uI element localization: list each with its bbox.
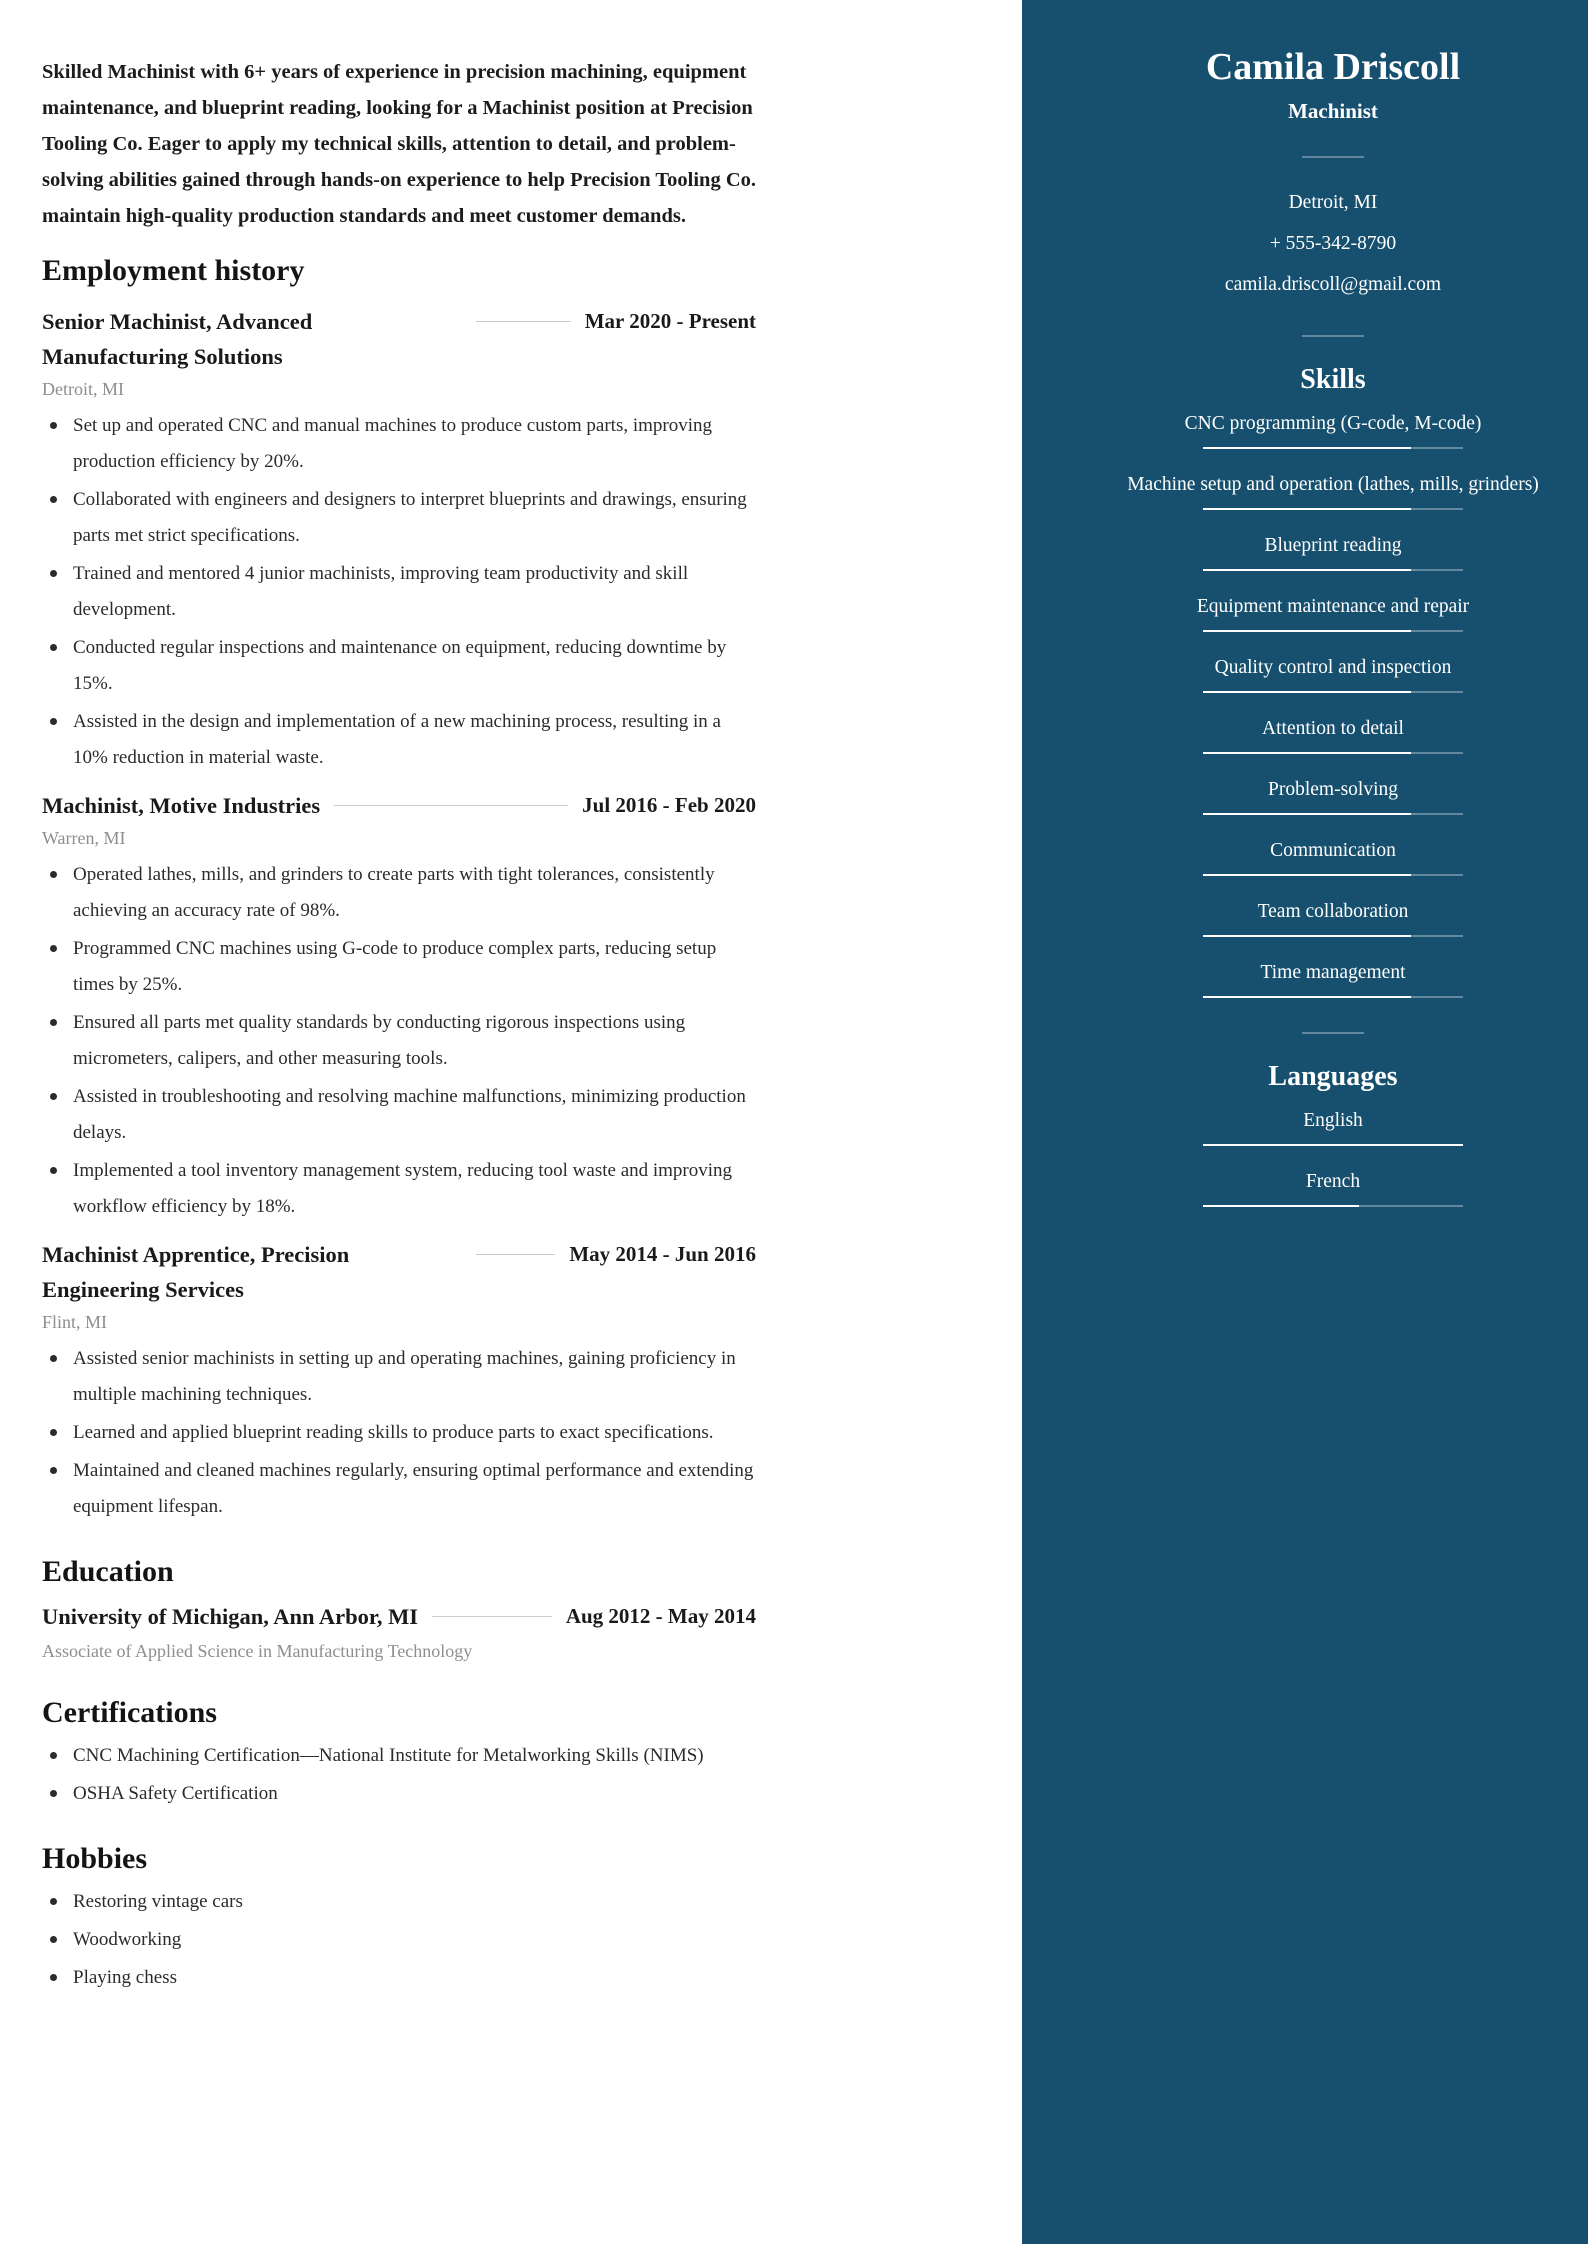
skill-item: [1098, 773, 1568, 815]
sidebar-divider: [1302, 335, 1364, 337]
certification-item: OSHA Safety Certification: [42, 1776, 756, 1812]
language-label: French: [1305, 1171, 1361, 1192]
section-heading-certifications: Certifications: [42, 1696, 217, 1729]
skill-level-fill: [1203, 630, 1411, 632]
job-entry: [42, 304, 756, 776]
skill-item: [1098, 590, 1568, 632]
skill-level-fill: [1203, 1144, 1463, 1146]
candidate-name: Camila Driscoll: [1205, 46, 1461, 88]
sidebar-divider: [1302, 156, 1364, 158]
bullet-item: Learned and applied blueprint reading skills to produce parts to exact specifications.: [42, 1415, 756, 1451]
sidebar-divider: [1302, 1032, 1364, 1034]
skill-item: [1098, 651, 1568, 693]
skill-level-bar: [1203, 935, 1463, 937]
hobby-item: Woodworking: [42, 1922, 756, 1958]
job-date-range: Jul 2016 - Feb 2020: [582, 793, 756, 817]
job-date-range: May 2014 - Jun 2016: [569, 1242, 756, 1266]
skill-item: [1098, 529, 1568, 571]
skill-label: Quality control and inspection: [1214, 657, 1452, 678]
bullet-item: Conducted regular inspections and maintenance on equipment, reducing downtime by 15%.: [42, 630, 756, 702]
education-head-row: [42, 1599, 756, 1634]
skill-level-fill: [1203, 691, 1411, 693]
skill-level-bar: [1203, 813, 1463, 815]
summary-text: Skilled Machinist with 6+ years of experience in precision machining, equipment maintenance, and blueprint reading, looking for a Machinist position at Precision Tooling Co. Eager to apply my technical skills, attention to detail, and problem-solving abilities gained through hands-on experience to help Precision Tooling Co. maintain high-quality production standards and meet customer demands.: [42, 61, 756, 227]
hobby-list: [42, 1884, 756, 1996]
language-item: [1098, 1165, 1568, 1207]
contact-block: [1098, 182, 1568, 305]
job-entry: [42, 788, 756, 1225]
title-date-divider: [476, 321, 571, 322]
bullet-item: Maintained and cleaned machines regularly, ensuring optimal performance and extending equipment lifespan.: [42, 1453, 756, 1525]
bullet-item: Operated lathes, mills, and grinders to create parts with tight tolerances, consistently achieving an accuracy rate of 98%.: [42, 857, 756, 929]
certification-list: [42, 1738, 756, 1812]
skill-level-bar: [1203, 996, 1463, 998]
contact-email: camila.driscoll@gmail.com: [1224, 274, 1442, 295]
job-title: Machinist, Motive Industries: [42, 793, 321, 818]
skill-level-fill: [1203, 1205, 1359, 1207]
candidate-title: Machinist: [1288, 99, 1378, 123]
skill-item: [1098, 834, 1568, 876]
skill-level-fill: [1203, 508, 1411, 510]
skill-level-bar: [1203, 752, 1463, 754]
bullet-item: Ensured all parts met quality standards by conducting rigorous inspections using micrometers, calipers, and other measuring tools.: [42, 1005, 756, 1077]
job-location: Warren, MI: [42, 828, 126, 848]
contact-phone: + 555-342-8790: [1269, 233, 1397, 254]
bullet-item: Trained and mentored 4 junior machinists, improving team productivity and skill development.: [42, 556, 756, 628]
skill-level-fill: [1203, 447, 1411, 449]
job-bullet-list: [42, 1341, 756, 1525]
section-heading-employment: Employment history: [42, 254, 305, 287]
bullet-item: Implemented a tool inventory management system, reducing tool waste and improving workflow efficiency by 18%.: [42, 1153, 756, 1225]
skill-label: Problem-solving: [1268, 779, 1398, 800]
section-heading-education: Education: [42, 1555, 174, 1588]
skill-label: CNC programming (G-code, M-code): [1184, 413, 1482, 434]
title-date-divider: [432, 1616, 552, 1617]
skill-item: [1098, 407, 1568, 449]
job-location: Flint, MI: [42, 1312, 108, 1332]
education-entry: [42, 1599, 756, 1666]
language-label: English: [1303, 1110, 1363, 1131]
job-head-row: [42, 1237, 756, 1307]
title-date-divider: [476, 1254, 555, 1255]
skill-level-bar: [1203, 447, 1463, 449]
contact-location: Detroit, MI: [1288, 192, 1378, 213]
skill-level-fill: [1203, 874, 1411, 876]
job-title: Senior Machinist, Advanced Manufacturing Solutions: [42, 309, 313, 369]
skill-level-bar: [1203, 569, 1463, 571]
job-bullet-list: [42, 857, 756, 1225]
job-date-range: Mar 2020 - Present: [584, 309, 756, 333]
title-date-divider: [334, 805, 568, 806]
job-head-row: [42, 304, 756, 374]
sidebar: [1022, 0, 1588, 2244]
skill-label: Time management: [1260, 962, 1406, 983]
skill-label: Attention to detail: [1262, 718, 1404, 739]
skill-level-bar: [1203, 508, 1463, 510]
skill-level-fill: [1203, 813, 1411, 815]
employment-history: [42, 304, 756, 1525]
job-entry: [42, 1237, 756, 1525]
certification-item: CNC Machining Certification—National Institute for Metalworking Skills (NIMS): [42, 1738, 756, 1774]
skill-level-fill: [1203, 996, 1411, 998]
skills-list: [1098, 407, 1568, 998]
bullet-item: Assisted in the design and implementation of a new machining process, resulting in a 10% reduction in material waste.: [42, 704, 756, 776]
bullet-item: Collaborated with engineers and designers to interpret blueprints and drawings, ensuring parts met strict specifications.: [42, 482, 756, 554]
skill-level-bar: [1203, 874, 1463, 876]
skill-level-bar: [1203, 630, 1463, 632]
skill-level-fill: [1203, 569, 1411, 571]
bullet-item: Assisted in troubleshooting and resolving machine malfunctions, minimizing production delays.: [42, 1079, 756, 1151]
skill-label: Blueprint reading: [1264, 535, 1402, 556]
bullet-item: Assisted senior machinists in setting up and operating machines, gaining proficiency in multiple machining techniques.: [42, 1341, 756, 1413]
skill-level-bar: [1203, 691, 1463, 693]
skill-label: Communication: [1270, 840, 1396, 861]
skill-label: Equipment maintenance and repair: [1196, 596, 1470, 617]
hobby-item: Playing chess: [42, 1960, 756, 1996]
language-item: [1098, 1104, 1568, 1146]
sidebar-heading-skills: Skills: [1300, 364, 1366, 395]
section-heading-hobbies: Hobbies: [42, 1842, 148, 1875]
hobby-item: Restoring vintage cars: [42, 1884, 756, 1920]
skill-item: [1098, 956, 1568, 998]
languages-list: [1098, 1104, 1568, 1207]
skill-item: [1098, 468, 1568, 510]
school-name: University of Michigan, Ann Arbor, MI: [42, 1604, 419, 1629]
job-title: Machinist Apprentice, Precision Engineering Services: [42, 1242, 350, 1302]
job-bullet-list: [42, 408, 756, 776]
skill-item: [1098, 712, 1568, 754]
education-date-range: Aug 2012 - May 2014: [565, 1604, 756, 1628]
skill-label: Machine setup and operation (lathes, mills, grinders): [1127, 474, 1539, 495]
skill-level-fill: [1203, 935, 1411, 937]
skill-level-fill: [1203, 752, 1411, 754]
bullet-item: Set up and operated CNC and manual machines to produce custom parts, improving production efficiency by 20%.: [42, 408, 756, 480]
job-head-row: [42, 788, 756, 823]
bullet-item: Programmed CNC machines using G-code to produce complex parts, reducing setup times by 25%.: [42, 931, 756, 1003]
skill-label: Team collaboration: [1257, 901, 1409, 922]
sidebar-heading-languages: Languages: [1268, 1061, 1398, 1092]
job-location: Detroit, MI: [42, 379, 124, 399]
degree-name: Associate of Applied Science in Manufacturing Technology: [42, 1641, 473, 1661]
language-level-bar: [1203, 1205, 1463, 1207]
skill-item: [1098, 895, 1568, 937]
language-level-bar: [1203, 1144, 1463, 1146]
